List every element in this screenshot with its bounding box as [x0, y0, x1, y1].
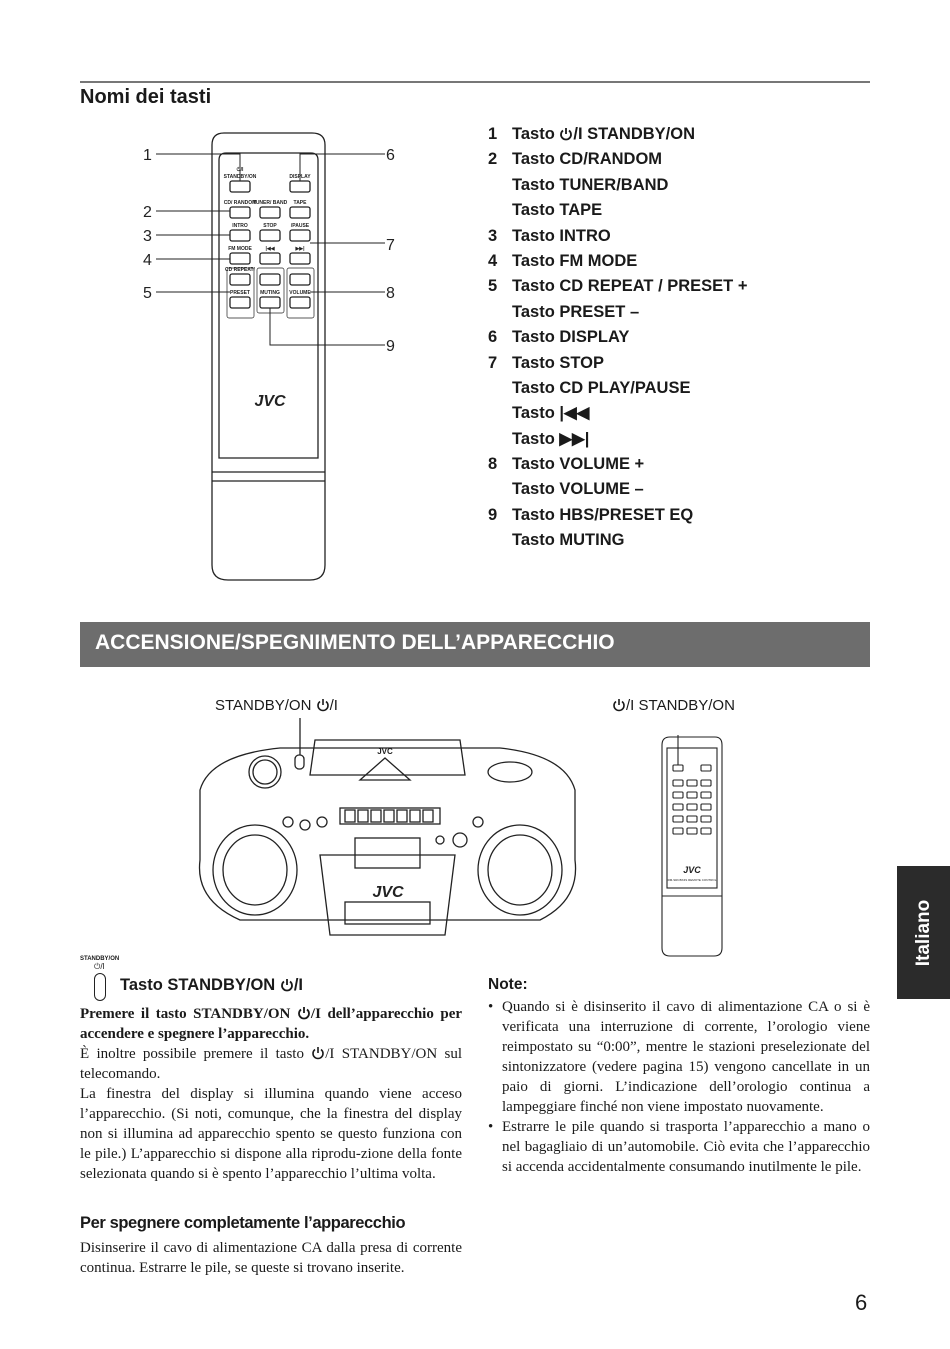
small-remote-brand: JVC: [683, 865, 701, 875]
power-icon: [316, 698, 330, 712]
remote-label-stop: STOP: [263, 223, 277, 229]
callout-4: 4: [143, 252, 152, 269]
language-tab-label: Italiano: [912, 899, 934, 966]
power-icon: [297, 1006, 311, 1020]
subheading-power-off: Per spegnere completamente l’apparecchio: [80, 1214, 406, 1232]
button-illustration-symbol: ⏻/I: [94, 962, 105, 971]
key-item: Tasto |◀◀: [512, 404, 590, 423]
power-icon: [559, 127, 573, 141]
key-item: Tasto VOLUME –: [512, 480, 644, 499]
callout-1: 1: [143, 147, 152, 164]
button-illustration-caption: STANDBY/ON: [80, 956, 120, 962]
key-item: Tasto ▶▶|: [512, 429, 590, 448]
page-number: 6: [855, 1290, 868, 1315]
key-item: Tasto MUTING: [512, 531, 625, 550]
remote-label-fm-mode: FM MODE: [228, 246, 252, 252]
small-remote-caption: RM-SRCBX4S REMOTE CONTROL: [667, 878, 717, 882]
small-remote-illustration: [655, 735, 730, 960]
remote-label-tuner-band: TUNER/ BAND: [252, 200, 288, 206]
note-item: • Quando si è disinserito il cavo di alimentazione CA o si è verificata una interruzione di corrente, l’orologio viene reimpostato su “0:00”, mentre le stazioni preselezionate del sintonizzatore (vedere pagina 15) vengono cancellate in un paio di giorni. L’indicazione dell’orologio continua a lampeggiare finché non viene impostato nuovamente.: [488, 997, 870, 1117]
remote-label-muting: MUTING: [260, 290, 280, 296]
key-item: 1 Tasto /I STANDBY/ON: [488, 125, 695, 143]
remote-label-display: DISPLAY: [289, 174, 311, 180]
key-item: 7 Tasto STOP: [488, 353, 604, 372]
key-names-list: [488, 122, 747, 554]
section-title-power: ACCENSIONE/SPEGNIMENTO DELL’APPARECCHIO: [95, 631, 615, 654]
notes-list: [488, 997, 870, 1177]
remote-symbol-next: ▶▶|: [295, 246, 305, 252]
callout-3: 3: [143, 228, 152, 245]
callout-8: 8: [386, 285, 395, 302]
key-item: 9 Tasto HBS/PRESET EQ: [488, 505, 694, 524]
remote-label-standby: STANDBY/ON: [223, 174, 257, 180]
callout-2: 2: [143, 204, 152, 221]
remote-control-diagram: [130, 125, 420, 585]
key-item: Tasto TUNER/BAND: [512, 175, 669, 194]
remote-label-tape: TAPE: [293, 200, 307, 206]
remote-label-pause: /PAUSE: [290, 223, 310, 229]
standby-heading: Tasto STANDBY/ON /I: [120, 976, 303, 994]
boombox-illustration: [190, 718, 585, 953]
remote-symbol-power: ⏻/I: [236, 167, 244, 173]
boombox-brand-logo: JVC: [372, 884, 404, 901]
remote-brand-logo: JVC: [254, 393, 286, 410]
instruction-bold: Premere il tasto STANDBY/ON /I dell’apparecchio per accendere e spegnere l’apparecchio.: [80, 1006, 463, 1042]
language-tab: [897, 866, 950, 999]
paragraph-power-off: Disinserire il cavo di alimentazione CA dalla presa di corrente continua. Estrarre le pile, se queste si trovano inserite.: [80, 1240, 462, 1276]
notes-title: Note:: [488, 976, 528, 993]
paragraph-display: La finestra del display si illumina quando viene acceso l’apparecchio. (Si noti, comunque, che la finestra del display non si illumina ad apparecchio spento se questo funziona con le pile.) L’apparecchio si dispone alla riprodu-zione della fonte selezionata quando si è spento l’apparecchio l’ultima volta.: [80, 1086, 462, 1182]
remote-symbol-prev: |◀◀: [265, 246, 275, 252]
callout-7: 7: [386, 237, 395, 254]
key-item: 8 Tasto VOLUME +: [488, 455, 645, 474]
paragraph-remote: È inoltre possibile premere il tasto /I STANDBY/ON sul telecomando.: [80, 1046, 463, 1082]
key-item: Tasto CD PLAY/PAUSE: [512, 378, 691, 397]
remote-label-intro: INTRO: [232, 223, 248, 229]
boombox-top-brand: JVC: [377, 747, 393, 756]
remote-standby-label: /I STANDBY/ON: [612, 697, 735, 714]
callout-5: 5: [143, 285, 152, 302]
remote-label-cd-repeat: CD REPEAT/: [225, 267, 255, 273]
boombox-standby-label: STANDBY/ON /I: [215, 697, 338, 714]
remote-label-preset: PRESET: [229, 290, 251, 296]
key-item: 3 Tasto INTRO: [488, 226, 611, 245]
key-item: Tasto TAPE: [512, 201, 603, 220]
power-icon: [280, 978, 294, 992]
key-item: Tasto PRESET –: [512, 302, 640, 321]
power-icon: [612, 698, 626, 712]
callout-9: 9: [386, 338, 395, 355]
remote-label-cd-random: CD/ RANDOM: [223, 200, 257, 206]
standby-button-illustration: [94, 973, 106, 1001]
power-icon: [311, 1046, 325, 1060]
key-item: 2 Tasto CD/RANDOM: [488, 150, 663, 169]
key-item: 6 Tasto DISPLAY: [488, 328, 630, 347]
remote-label-volume: VOLUME: [289, 290, 311, 296]
note-item: • Estrarre le pile quando si trasporta l’apparecchio a mano o nel bagagliaio di un’automobile. Ciò evita che l’apparecchio si accenda accidentalmente consumando inutilmente le pile.: [488, 1117, 870, 1177]
key-item: 5 Tasto CD REPEAT / PRESET +: [488, 277, 748, 296]
callout-6: 6: [386, 147, 395, 164]
section-divider: [80, 81, 870, 83]
section-title-key-names: Nomi dei tasti: [80, 86, 212, 108]
key-item: 4 Tasto FM MODE: [488, 251, 638, 270]
